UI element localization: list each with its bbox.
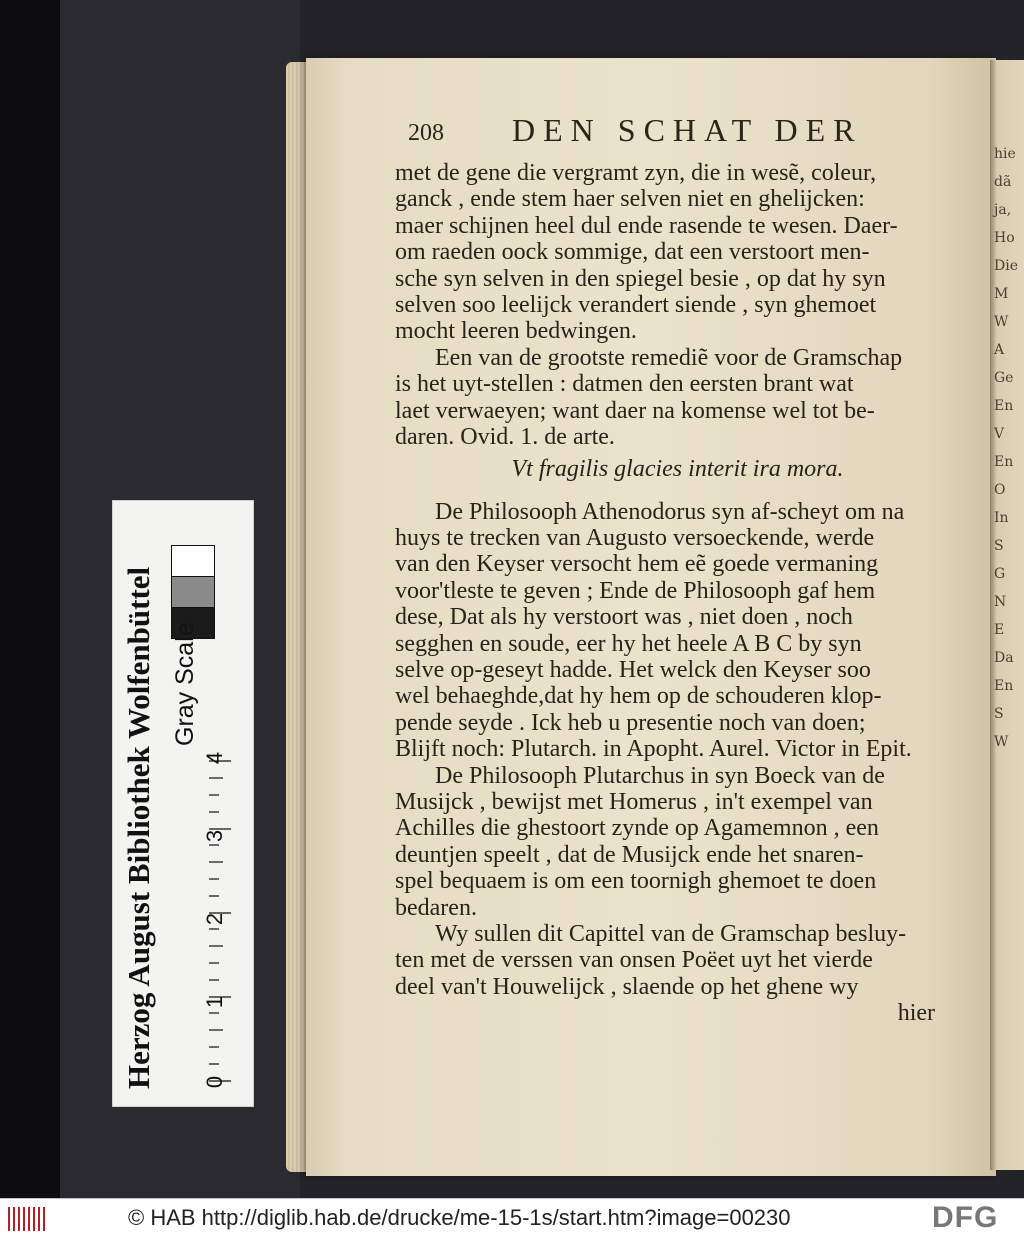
text-line: wel behaeghde,dat hy hem op de schouderen klop- [395,683,882,710]
text-line: laet verwaeyen; want daer na komense wel tot be- [395,397,875,424]
ruler-number: 0 [202,1075,228,1089]
text-line: Wy sullen dit Capittel van de Gramschap besluy- [435,920,907,947]
text-line: is het uyt-stellen : datmen den eersten brant wat [395,371,854,398]
text-line: Blijft noch: Plutarch. in Apopht. Aurel. Victor in Epit. [395,736,912,763]
text-line: deuntjen speelt , dat de Musijck ende het snaren- [395,841,864,868]
facing-page-fragment: In [994,510,1009,526]
paragraph-2 [395,345,960,451]
facing-page-fragment: W [994,314,1009,330]
text-line: segghen en soude, eer hy het heele A B C by syn [395,630,862,657]
text-line: spel bequaem is om een toornigh ghemoet te doen [395,868,877,895]
text-line: Musijck , bewijst met Homerus , in't exempel van [395,788,873,815]
facing-page-fragment: W [994,734,1009,750]
text-line: De Philosooph Athenodorus syn af-scheyt om na [435,498,905,525]
institution-name: Herzog August Bibliothek Wolfenbüttel [121,566,156,1089]
scanner-left-strip [0,0,60,1198]
facing-page-fragment: O [994,482,1006,498]
text-line: maer schijnen heel dul ende rasende te wesen. Daer- [395,212,898,239]
facing-page-fragment: E [994,622,1005,638]
ruler-number: 3 [202,829,228,843]
facing-page-fragment: Ge [994,370,1014,386]
text-line: pende seyde . Ick heb u presentie noch van doen; [395,709,866,736]
text-line: voor'tleste te geven ; Ende de Philosooph gaf hem [395,577,876,604]
text-line: huys te trecken van Augusto versoeckende, werde [395,525,875,552]
text-line: De Philosooph Plutarchus in syn Boeck van de [435,762,885,789]
footer-copyright-url[interactable]: © HAB http://diglib.hab.de/drucke/me-15-1s/start.htm?image=00230 [128,1205,791,1230]
facing-page-fragment: G [994,566,1006,582]
ruler-numbers [202,501,249,1106]
paragraph-5 [395,921,960,1000]
text-line: Achilles die ghestoort zynde op Agamemnon , een [395,815,879,842]
facing-page-fragment: dã [994,174,1012,190]
facing-page-fragment: V [994,426,1005,442]
facing-page-fragment: hie [994,146,1016,162]
text-line: Een van de grootste remediẽ voor de Gramschap [435,344,903,371]
text-line: mocht leeren bedwingen. [395,318,637,345]
facing-page-fragment: A [994,342,1005,358]
facing-page-fragment: En [994,454,1014,470]
text-line: van den Keyser versocht hem eẽ goede vermaning [395,551,879,578]
text-line: met de gene die vergramt zyn, die in wesẽ, coleur, [395,160,877,186]
gray-scale-card [112,500,254,1107]
page-number: 208 [408,120,444,146]
text-line: ten met de verssen van onsen Poëet uyt het vierde [395,947,873,974]
facing-page-fragment: En [994,398,1014,414]
text-line: selven soo leelijck verandert siende , syn ghemoet [395,291,877,318]
paragraph-4 [395,763,960,921]
facing-page-fragment: S [994,706,1004,722]
ruler-number: 2 [202,912,228,926]
text-line: sche syn selven in den spiegel besie , op dat hy syn [395,265,886,292]
text-line: daren. Ovid. 1. de arte. [395,423,615,450]
facing-page-fragment: S [994,538,1004,554]
paragraph-3 [395,499,960,763]
text-line: bedaren. [395,894,477,921]
facing-page-fragment: N [994,594,1007,610]
hab-logo-icon [8,1207,48,1231]
text-line: selve op-geseyt hadde. Het welck den Keyser soo [395,657,871,684]
facing-page-fragment: Da [994,650,1014,666]
ruler-number: 4 [202,751,228,765]
page-text [395,160,960,1027]
paragraph-1 [395,160,960,345]
catchword: hier [897,1000,935,1027]
running-head [408,112,948,156]
gray-scale-label: Gray Scale [171,622,199,746]
text-line: ganck , ende stem haer selven niet en ghelijcken: [395,186,865,213]
facing-page-fragment: Die [994,258,1018,274]
text-line: deel van't Houwelijck , slaende op het ghene wy [395,973,859,1000]
text-line: dese, Dat als hy verstoort was , niet doen , noch [395,604,853,631]
latin-quote: Vt fragilis glacies interit ira mora. [511,456,844,483]
facing-page-fragment: ja, [994,202,1012,218]
facing-page-fragment: Ho [994,230,1015,246]
ruler-number: 1 [202,995,228,1009]
dfg-logo: DFG [932,1201,999,1234]
facing-page-fragment: M [994,286,1009,302]
footer-bar [0,1198,1024,1239]
running-title: DEN SCHAT DER [512,112,863,148]
text-line: om raeden oock sommige, dat een verstoort men- [395,239,870,266]
facing-page-fragments [994,140,1024,940]
facing-page-fragment: En [994,678,1014,694]
